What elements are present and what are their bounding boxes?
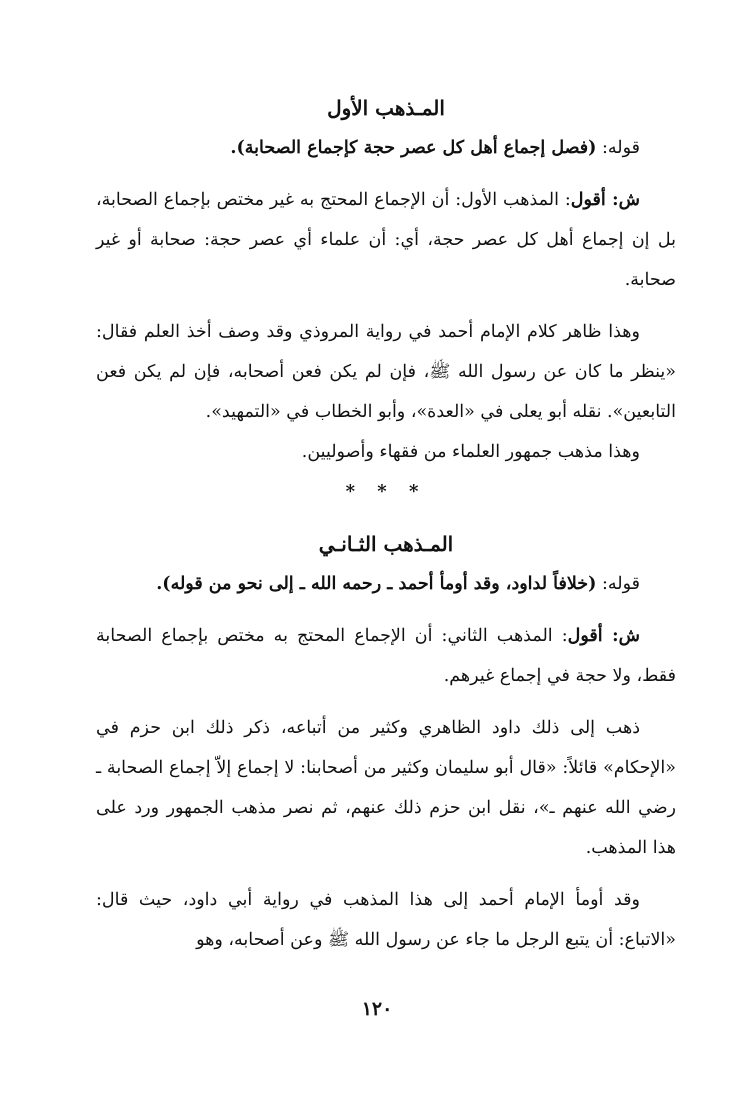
quote-prefix: قوله: xyxy=(596,574,640,594)
section-separator: * * * xyxy=(345,481,427,502)
quote-text: (فصل إجماع أهل كل عصر حجة كإجماع الصحابة). xyxy=(230,138,597,158)
comment-paragraph-first xyxy=(96,180,676,300)
quote-paragraph-second xyxy=(96,564,676,604)
body-paragraph: وهذا مذهب جمهور العلماء من فقهاء وأصوليين. xyxy=(301,442,640,462)
quote-prefix: قوله: xyxy=(596,138,640,158)
quote-paragraph-first xyxy=(96,128,676,168)
comment-text: : المذهب الثاني: أن الإجماع المحتج به مختص بإجماع الصحابة فقط، ولا حجة في إجماع غيرهم. xyxy=(96,626,676,686)
comment-label: أقول xyxy=(567,626,603,646)
page-content xyxy=(96,88,676,960)
comment-text: : المذهب الأول: أن الإجماع المحتج به غير مختص بإجماع الصحابة، بل إن إجماع أهل كل عصر حجة، أي: أن علماء أي عصر حجة: صحابة أو غير صحابة. xyxy=(96,190,676,290)
section-heading-second: المـذهب الثـانـي xyxy=(318,532,454,556)
body-paragraph: ذهب إلى ذلك داود الظاهري وكثير من أتباعه، ذكر ذلك ابن حزم في «الإحكام» قائلاً: «قال أبو سليمان وكثير من أصحابنا: لا إجماع إلاّ إجماع الصحابة ـ رضي الله عنهم ـ»، نقل ابن حزم ذلك عنهم، ثم نصر مذهب الجمهور ورد على هذا المذهب. xyxy=(96,718,676,858)
quote-text: (خلافاً لداود، وقد أومأ أحمد ـ رحمه الله ـ إلى نحو من قوله). xyxy=(156,574,597,594)
comment-prefix: ش: xyxy=(602,626,640,646)
page-number: ١٢٠ xyxy=(361,998,393,1020)
comment-prefix: ش: xyxy=(605,190,640,210)
comment-label: أقول xyxy=(570,190,606,210)
body-paragraph: وقد أومأ الإمام أحمد إلى هذا المذهب في رواية أبي داود، حيث قال: «الاتباع: أن يتبع الرجل ما جاء عن رسول الله ﷺ وعن أصحابه، وهو xyxy=(96,890,676,950)
section-heading-first: المـذهب الأول xyxy=(327,96,445,120)
body-paragraph: وهذا ظاهر كلام الإمام أحمد في رواية المروذي وقد وصف أخذ العلم فقال: «ينظر ما كان عن رسول الله ﷺ، فإن لم يكن فعن أصحابه، فإن لم يكن فعن التابعين». نقله أبو يعلى في «العدة»، وأبو الخطاب في «التمهيد». xyxy=(96,322,676,422)
comment-paragraph-second xyxy=(96,616,676,696)
